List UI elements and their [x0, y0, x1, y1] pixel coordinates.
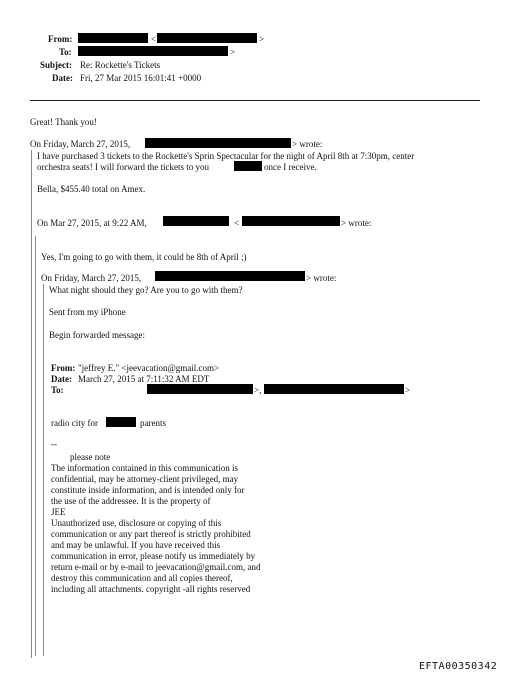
quote-line: Yes, I'm going to go with them, it could be 8th of April ;) — [41, 252, 247, 262]
fw-body-line-end: parents — [140, 418, 166, 428]
disclaimer-line: Unauthorized use, disclosure or copying of this — [51, 518, 222, 528]
quote-bar-2 — [35, 236, 36, 656]
quote-attribution-1: On Friday, March 27, 2015, — [30, 139, 131, 149]
from-gt: > — [259, 34, 265, 44]
disclaimer-line: JEE — [51, 507, 66, 517]
quote-line-end: once I receive. — [264, 162, 317, 172]
redaction-inline-1 — [234, 161, 262, 171]
quote-bar-3 — [43, 284, 44, 656]
fw-to-end: > — [405, 385, 411, 395]
bates-stamp: EFTA00350342 — [419, 661, 498, 672]
disclaimer-line: the use of the addressee. It is the property of — [51, 496, 211, 506]
quote-attribution-2: On Mar 27, 2015, at 9:22 AM, — [37, 218, 147, 228]
note-heading: please note — [70, 452, 111, 462]
disclaimer-line: destroy this communication and all copies thereof, — [51, 573, 233, 583]
to-gt: > — [230, 47, 236, 57]
signature-dashes: -- — [51, 439, 57, 449]
quote-line: Sent from my iPhone — [49, 307, 126, 317]
fw-date-value: March 27, 2015 at 7:11:32 AM EDT — [78, 374, 210, 384]
redaction-fw-to-1 — [147, 384, 253, 394]
disclaimer-line: constitute inside information, and is intended only for — [51, 485, 245, 495]
subject-label: Subject: — [40, 60, 72, 70]
from-label: From: — [48, 34, 73, 44]
quote-attribution-3-end: > wrote: — [306, 273, 337, 283]
disclaimer-line: return e-mail or by e-mail to jeevacation@gmail.com, and — [51, 562, 261, 572]
quote-attribution-2-end: > wrote: — [341, 218, 372, 228]
fw-to-sep: >, — [254, 385, 262, 395]
subject-value: Re: Rockette's Tickets — [80, 60, 161, 70]
redaction-from-name — [78, 33, 148, 43]
redaction-attr-3 — [155, 271, 305, 281]
quote-line: Bella, $455.40 total on Amex. — [37, 184, 146, 194]
quote-line: I have purchased 3 tickets to the Rockette's Sprin Spectacular for the night of April 8th at 7:30pm, center — [37, 151, 415, 161]
quote-attribution-2-lt: < — [234, 218, 240, 228]
quote-line: What night should they go? Are you to go with them? — [49, 285, 243, 295]
redaction-attr-1 — [145, 138, 291, 148]
redaction-from-email — [157, 33, 257, 43]
redaction-attr-2b — [242, 216, 340, 226]
fw-to-label: To: — [51, 385, 64, 395]
quote-line: Begin forwarded message: — [49, 330, 145, 340]
disclaimer-line: The information contained in this communication is — [51, 463, 238, 473]
redaction-attr-2a — [163, 216, 229, 226]
to-label: To: — [59, 47, 72, 57]
quote-bar-1 — [31, 150, 32, 658]
from-lt: < — [151, 34, 157, 44]
quote-attribution-3: On Friday, March 27, 2015, — [41, 273, 142, 283]
disclaimer-line: including all attachments. copyright -all rights reserved — [51, 584, 251, 594]
quote-attribution-1-end: > wrote: — [292, 139, 323, 149]
disclaimer-line: confidential, may be attorney-client privileged, may — [51, 474, 239, 484]
disclaimer-line: and may be unlawful. If you have received this — [51, 540, 221, 550]
disclaimer-line: communication in error, please notify us immediately by — [51, 551, 256, 561]
fw-date-label: Date: — [51, 374, 72, 384]
redaction-fw-body — [106, 417, 136, 427]
date-value: Fri, 27 Mar 2015 16:01:41 +0000 — [80, 73, 202, 83]
reply-text: Great! Thank you! — [30, 117, 97, 127]
fw-body-line: radio city for — [51, 418, 98, 428]
quote-line: orchestra seats! I will forward the tickets to you — [37, 162, 209, 172]
fw-from-value: "jeffrey E." <jeevacation@gmail.com> — [78, 363, 220, 373]
fw-from-label: From: — [51, 363, 76, 373]
redaction-fw-to-2 — [264, 384, 404, 394]
disclaimer-line: communication or any part thereof is strictly prohibited — [51, 529, 251, 539]
header-divider — [30, 100, 480, 101]
redaction-to — [78, 46, 228, 56]
date-label: Date: — [52, 73, 73, 83]
